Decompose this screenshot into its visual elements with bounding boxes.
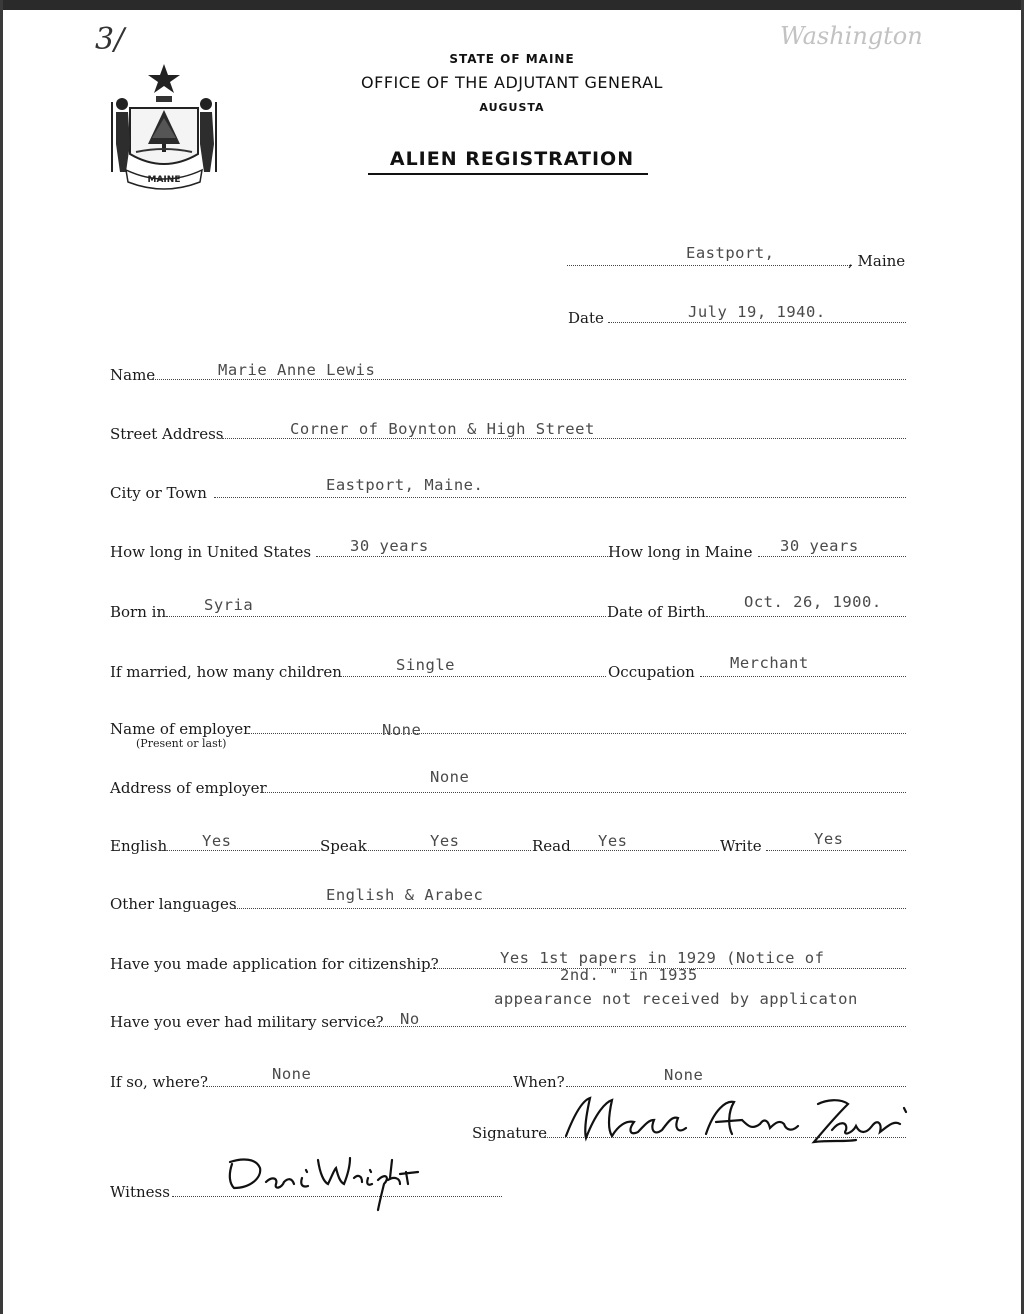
city-line bbox=[214, 497, 906, 498]
city-heading: AUGUSTA bbox=[479, 101, 545, 114]
children-line bbox=[340, 676, 606, 677]
date-value: July 19, 1940. bbox=[688, 303, 826, 321]
other-languages-label: Other languages bbox=[110, 895, 237, 913]
scan-left-border bbox=[0, 0, 3, 1314]
when-value: None bbox=[664, 1066, 704, 1084]
maine-time-label: How long in Maine bbox=[608, 543, 753, 561]
maine-time-value: 30 years bbox=[780, 537, 859, 555]
write-value: Yes bbox=[814, 830, 844, 848]
employer-label: Name of employer bbox=[110, 720, 251, 738]
military-value: No bbox=[400, 1010, 420, 1028]
seal-text: MAINE bbox=[147, 175, 181, 185]
speak-line bbox=[365, 850, 531, 851]
read-line bbox=[569, 850, 719, 851]
where-value: None bbox=[272, 1065, 312, 1083]
street-label: Street Address bbox=[110, 425, 224, 443]
faint-annotation: Washington bbox=[780, 22, 923, 50]
signature-handwriting-icon bbox=[556, 1090, 926, 1154]
witness-handwriting-icon bbox=[222, 1148, 422, 1218]
citizenship-value-line2: 2nd. " in 1935 bbox=[560, 966, 698, 984]
speak-label: Speak bbox=[320, 837, 367, 855]
where-line bbox=[206, 1086, 512, 1087]
us-time-line bbox=[316, 556, 608, 557]
date-label: Date bbox=[568, 309, 604, 327]
street-line bbox=[222, 438, 906, 439]
maine-time-line bbox=[758, 556, 906, 557]
born-line bbox=[166, 616, 606, 617]
date-line bbox=[608, 322, 906, 323]
city-value: Eastport, Maine. bbox=[326, 476, 484, 494]
english-line bbox=[162, 850, 320, 851]
state-heading: STATE OF MAINE bbox=[449, 52, 575, 66]
citizenship-value-line3: appearance not received by applicaton bbox=[494, 990, 858, 1008]
place-suffix-label: , Maine bbox=[848, 252, 906, 270]
when-line bbox=[566, 1086, 906, 1087]
speak-value: Yes bbox=[430, 832, 460, 850]
office-heading: OFFICE OF THE ADJUTANT GENERAL bbox=[361, 73, 663, 92]
city-label: City or Town bbox=[110, 484, 207, 502]
other-languages-value: English & Arabec bbox=[326, 886, 484, 904]
us-time-value: 30 years bbox=[350, 537, 429, 555]
english-value: Yes bbox=[202, 832, 232, 850]
military-line bbox=[374, 1026, 906, 1027]
name-label: Name bbox=[110, 366, 156, 384]
us-time-label: How long in United States bbox=[110, 543, 312, 561]
name-value: Marie Anne Lewis bbox=[218, 361, 376, 379]
dob-label: Date of Birth bbox=[607, 603, 706, 621]
street-value: Corner of Boynton & High Street bbox=[290, 420, 595, 438]
signature-label: Signature bbox=[472, 1124, 548, 1142]
where-label: If so, where? bbox=[110, 1073, 208, 1091]
read-label: Read bbox=[532, 837, 571, 855]
place-town-value: Eastport, bbox=[686, 244, 775, 262]
form-title: ALIEN REGISTRATION bbox=[389, 148, 635, 170]
citizenship-label: Have you made application for citizenship? bbox=[110, 955, 439, 973]
military-label: Have you ever had military service? bbox=[110, 1013, 384, 1031]
employer-line bbox=[248, 733, 906, 734]
employer-address-value: None bbox=[430, 768, 470, 786]
name-line bbox=[152, 379, 906, 380]
write-line bbox=[766, 850, 906, 851]
employer-sublabel: (Present or last) bbox=[136, 737, 227, 750]
occupation-line bbox=[700, 676, 906, 677]
born-value: Syria bbox=[204, 596, 254, 614]
corner-mark: 3/ bbox=[95, 22, 125, 57]
other-languages-line bbox=[234, 908, 906, 909]
witness-label: Witness bbox=[110, 1183, 170, 1201]
when-label: When? bbox=[513, 1073, 565, 1091]
scan-top-border bbox=[0, 0, 1024, 10]
citizenship-value-line1: Yes 1st papers in 1929 (Notice of bbox=[500, 949, 825, 967]
place-line bbox=[567, 265, 852, 266]
title-underline bbox=[368, 173, 648, 175]
born-label: Born in bbox=[110, 603, 167, 621]
write-label: Write bbox=[720, 837, 762, 855]
employer-address-line bbox=[262, 792, 906, 793]
children-value: Single bbox=[396, 656, 455, 674]
occupation-value: Merchant bbox=[730, 654, 809, 672]
english-label: English bbox=[110, 837, 168, 855]
dob-line bbox=[706, 616, 906, 617]
employer-address-label: Address of employer bbox=[110, 779, 267, 797]
employer-value: None bbox=[382, 721, 422, 739]
read-value: Yes bbox=[598, 832, 628, 850]
occupation-label: Occupation bbox=[608, 663, 695, 681]
dob-value: Oct. 26, 1900. bbox=[744, 593, 882, 611]
children-label: If married, how many children bbox=[110, 663, 342, 681]
